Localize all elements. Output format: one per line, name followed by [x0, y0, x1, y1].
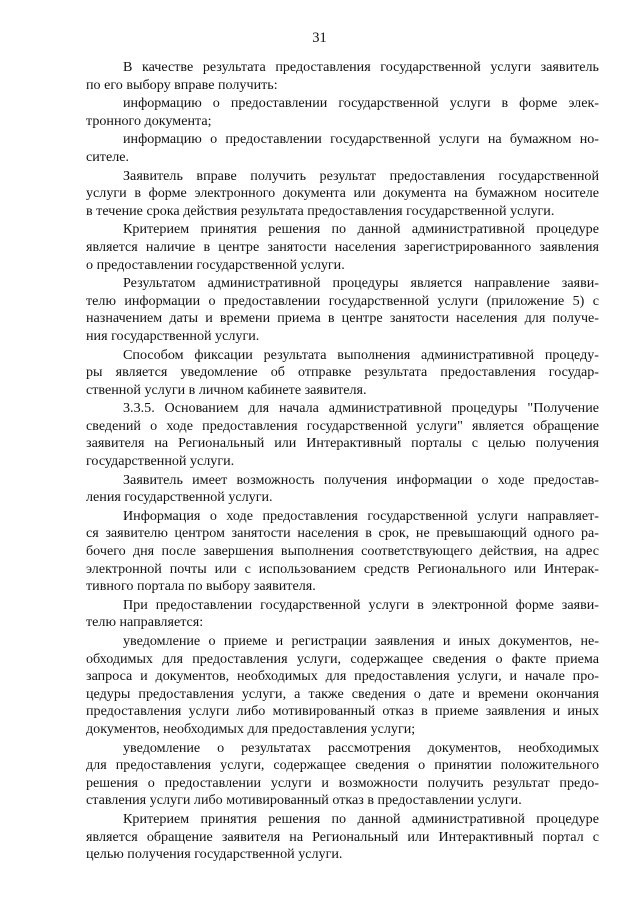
paragraph	[86, 400, 599, 470]
text-line: предоставления услуги либо мотивированный отказ в приеме заявления и иных	[86, 703, 599, 720]
text-line: ления государственной услуги.	[86, 489, 273, 506]
text-line: телю информации о предоставлении государственной услуги (приложение 5) с	[86, 292, 599, 309]
paragraph	[86, 95, 599, 130]
paragraph	[86, 811, 599, 864]
text-line: заявителя на Региональный или Интерактивный порталы с целью получения	[86, 435, 599, 452]
text-line: Способом фиксации результата выполнения административной процеду-	[123, 346, 599, 363]
text-line: ставления услуги либо мотивированный отказ в предоставлении услуги.	[86, 792, 522, 809]
text-line: телю направляется:	[86, 614, 204, 631]
text-line: является наличие в центре занятости населения зарегистрированного заявления	[86, 238, 599, 255]
paragraph	[86, 168, 599, 221]
text-line: ры является уведомление об отправке результата предоставления государ-	[86, 364, 599, 381]
text-line: целью получения государственной услуги.	[86, 846, 343, 863]
text-line: При предоставлении государственной услуги в электронной форме заяви-	[123, 596, 599, 613]
text-line: 3.3.5. Основанием для начала административной процедуры "Получение	[123, 400, 599, 417]
text-line: ния государственной услуги.	[86, 327, 260, 344]
text-line: Заявитель имеет возможность получения информации о ходе предостав-	[123, 471, 599, 488]
text-line: Критерием принятия решения по данной административной процедуре	[123, 810, 599, 827]
text-line: решения о предоставлении услуги и возможности получить результат предо-	[86, 774, 599, 791]
document-body	[86, 59, 599, 864]
paragraph	[86, 59, 599, 94]
text-line: сведений о ходе предоставления государственной услуги" является обращение	[86, 417, 599, 434]
text-line: по его выбору вправе получить:	[86, 76, 278, 93]
text-line: информацию о предоставлении государственной услуги в форме элек-	[123, 95, 599, 112]
text-line: ся заявителю центром занятости населения в срок, не превышающий одного ра-	[86, 525, 599, 542]
text-line: электронной почты или с использованием средств Регионального или Интерак-	[86, 560, 599, 577]
text-line: информацию о предоставлении государственной услуги на бумажном но-	[123, 131, 599, 148]
page-number: 31	[312, 30, 327, 46]
paragraph	[86, 472, 599, 507]
text-line: Результатом административной процедуры является направление заяви-	[123, 275, 599, 292]
text-line: запроса и документов, необходимых для предоставления услуги, и начале про-	[86, 668, 599, 685]
text-line: тронного документа;	[86, 112, 212, 129]
paragraph	[86, 131, 599, 166]
paragraph	[86, 740, 599, 810]
paragraph	[86, 597, 599, 632]
paragraph	[86, 275, 599, 345]
text-line: бочего дня после завершения выполнения соответствующего действия, на адрес	[86, 543, 599, 560]
text-line: является обращение заявителя на Региональный или Интерактивный портал с	[86, 828, 599, 845]
text-line: уведомление о приеме и регистрации заявления и иных документов, не-	[123, 633, 599, 649]
text-line: уведомление о результатах рассмотрения документов, необходимых	[123, 739, 599, 756]
text-line: обходимых для предоставления услуги, содержащее сведения о факте приема	[86, 650, 599, 667]
paragraph	[86, 508, 599, 596]
paragraph	[86, 633, 599, 739]
text-line: Критерием принятия решения по данной административной процедуре	[123, 221, 599, 238]
text-line: в течение срока действия результата предоставления государственной услуги.	[86, 202, 555, 219]
text-line: В качестве результата предоставления государственной услуги заявитель	[123, 59, 599, 75]
text-line: государственной услуги.	[86, 453, 235, 470]
text-line: о предоставлении государственной услуги.	[86, 256, 345, 273]
text-line: тивного портала по выбору заявителя.	[86, 578, 316, 595]
text-line: услуги в форме электронного документа или документа на бумажном носителе	[86, 185, 599, 202]
text-line: сителе.	[86, 148, 130, 165]
paragraph	[86, 221, 599, 274]
text-line: ственной услуги в личном кабинете заявителя.	[86, 381, 367, 398]
text-line: документов, необходимых для предоставления услуги;	[86, 720, 416, 737]
paragraph	[86, 347, 599, 400]
text-line: цедуры предоставления услуги, а также сведения о дате и времени окончания	[86, 685, 599, 702]
text-line: Информация о ходе предоставления государственной услуги направляет-	[123, 507, 599, 524]
text-line: Заявитель вправе получить результат предоставления государственной	[123, 167, 599, 184]
text-line: для предоставления услуги, содержащее сведения о принятии положительного	[86, 757, 599, 774]
text-line: назначением даты и времени приема в центре занятости населения для получе-	[86, 310, 599, 327]
